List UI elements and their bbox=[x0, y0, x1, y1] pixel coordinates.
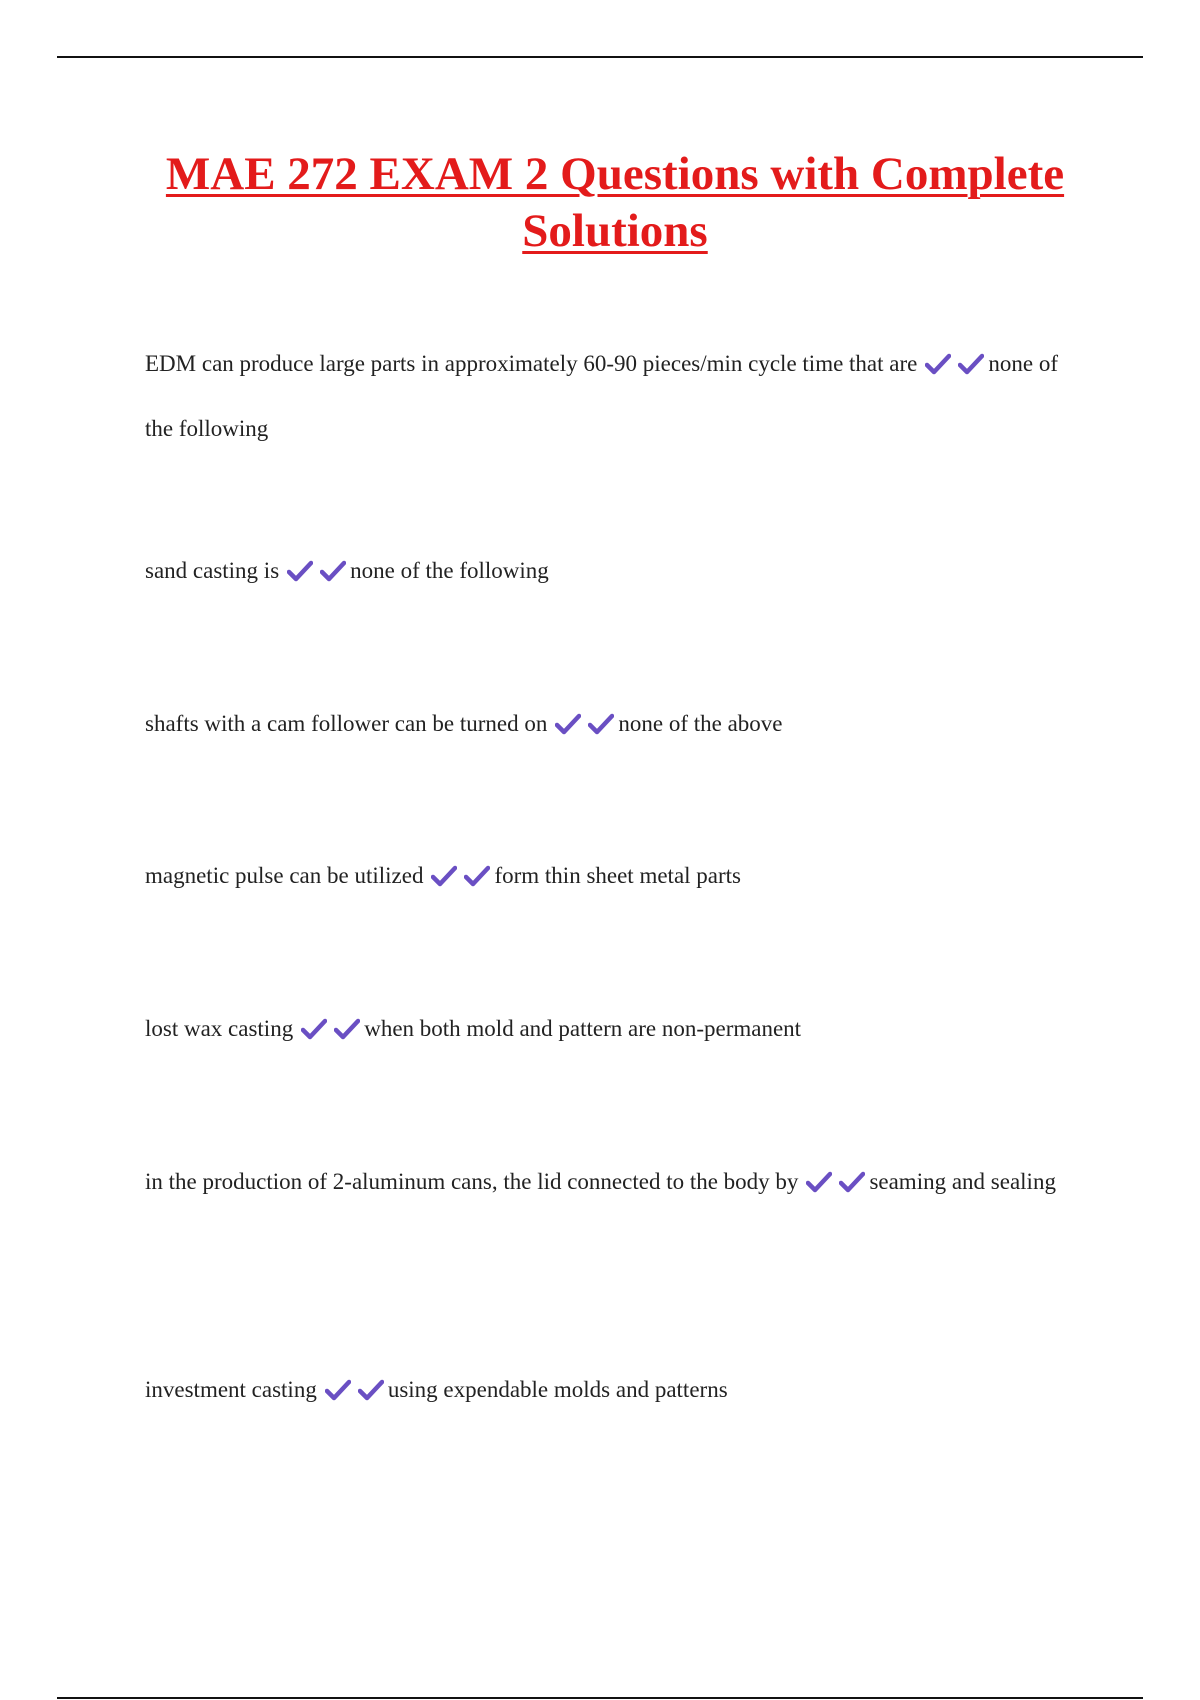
checkmark-icon bbox=[464, 865, 490, 887]
checkmark-icon bbox=[431, 865, 457, 887]
question-text: shafts with a cam follower can be turned on bbox=[145, 711, 548, 736]
checkmark-icon bbox=[958, 353, 984, 375]
answer-marker bbox=[806, 1155, 865, 1216]
checkmark-icon bbox=[555, 713, 581, 735]
answer-marker bbox=[325, 1363, 384, 1424]
top-rule bbox=[57, 56, 1143, 58]
question-text: in the production of 2-aluminum cans, the lid connected to the body by bbox=[145, 1169, 799, 1194]
answer-marker bbox=[431, 849, 490, 910]
checkmark-icon bbox=[925, 353, 951, 375]
checkmark-icon bbox=[301, 1018, 327, 1040]
answer-text: none of the above bbox=[618, 711, 783, 736]
checkmark-icon bbox=[325, 1379, 351, 1401]
checkmark-icon bbox=[358, 1379, 384, 1401]
question-text: investment casting bbox=[145, 1377, 317, 1402]
qa-item-5 bbox=[145, 998, 1090, 1063]
answer-marker bbox=[301, 1002, 360, 1063]
page-title: MAE 272 EXAM 2 Questions with Complete Solutions bbox=[165, 148, 1065, 257]
question-text: magnetic pulse can be utilized bbox=[145, 863, 424, 888]
checkmark-icon bbox=[806, 1171, 832, 1193]
answer-text: none of the following bbox=[350, 558, 549, 583]
answer-text: seaming and sealing bbox=[869, 1169, 1056, 1194]
qa-item-6 bbox=[145, 1151, 1090, 1216]
qa-item-3 bbox=[145, 693, 1090, 758]
question-text: lost wax casting bbox=[145, 1016, 294, 1041]
qa-item-2 bbox=[145, 540, 1090, 605]
question-text: EDM can produce large parts in approximately 60-90 pieces/min cycle time that are bbox=[145, 351, 918, 376]
checkmark-icon bbox=[839, 1171, 865, 1193]
answer-text: when both mold and pattern are non-permanent bbox=[364, 1016, 802, 1041]
qa-item-4 bbox=[145, 845, 1090, 910]
answer-text: none of the following bbox=[145, 351, 1058, 441]
checkmark-icon bbox=[287, 560, 313, 582]
answer-marker bbox=[555, 697, 614, 758]
checkmark-icon bbox=[320, 560, 346, 582]
answer-text: using expendable molds and patterns bbox=[387, 1377, 728, 1402]
question-text: sand casting is bbox=[145, 558, 280, 583]
answer-marker bbox=[925, 337, 984, 398]
answer-marker bbox=[287, 544, 346, 605]
checkmark-icon bbox=[588, 713, 614, 735]
qa-item-7 bbox=[145, 1359, 1090, 1424]
answer-text: form thin sheet metal parts bbox=[494, 863, 741, 888]
qa-item-1 bbox=[145, 333, 1090, 459]
bottom-rule bbox=[57, 1697, 1143, 1699]
checkmark-icon bbox=[334, 1018, 360, 1040]
